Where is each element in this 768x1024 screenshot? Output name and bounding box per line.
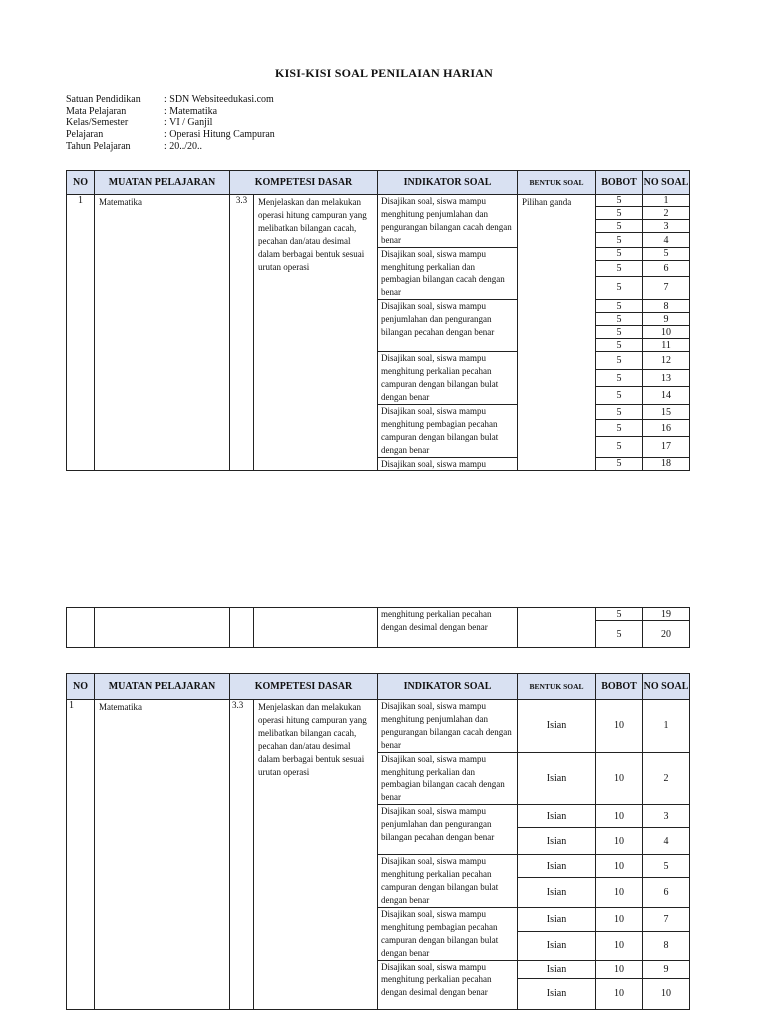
cell-kd-no: 3.3 xyxy=(230,700,254,1010)
header-nosoal: NO SOAL xyxy=(643,171,690,195)
cell-bobot: 5 xyxy=(596,276,643,300)
cell-indikator: Disajikan soal, siswa mampu penjumlahan dan pengurangan bilangan pecahan dengan benar xyxy=(378,805,518,855)
table-row xyxy=(67,700,690,753)
cell-indikator: menghitung perkalian pecahan dengan desimal dengan benar xyxy=(378,608,518,648)
cell-indikator: Disajikan soal, siswa mampu menghitung penjumlahan dan pengurangan bilangan cacah dengan benar xyxy=(378,700,518,753)
cell-bobot: 5 xyxy=(596,369,643,387)
meta-label: Satuan Pendidikan xyxy=(66,94,141,105)
cell-indikator: Disajikan soal, siswa mampu menghitung perkalian pecahan dengan desimal dengan benar xyxy=(378,960,518,1009)
meta-label: Mata Pelajaran xyxy=(66,105,127,117)
cell-bobot: 10 xyxy=(596,855,643,878)
meta-label: Kelas/Semester xyxy=(66,117,129,129)
meta-label: Pelajaran xyxy=(66,129,104,141)
cell-indikator: Disajikan soal, siswa mampu menghitung perkalian pecahan campuran dengan bilangan bulat dengan benar xyxy=(378,855,518,908)
meta-row xyxy=(66,117,275,129)
kisi-kisi-table-continuation xyxy=(66,607,690,648)
meta-label: Tahun Pelajaran xyxy=(66,140,131,152)
cell-nosoal: 10 xyxy=(643,978,690,1009)
cell-bobot: 5 xyxy=(596,339,643,352)
cell-bentuk: Isian xyxy=(518,877,596,907)
meta-row xyxy=(66,94,275,106)
meta-value: : SDN Websiteedukasi.com xyxy=(164,94,274,105)
cell-bobot: 5 xyxy=(596,621,643,648)
cell-bentuk: Isian xyxy=(518,752,596,805)
cell-bobot: 5 xyxy=(596,457,643,471)
header-bobot: BOBOT xyxy=(596,171,643,195)
cell-nosoal: 5 xyxy=(643,247,690,260)
cell-bobot: 10 xyxy=(596,907,643,931)
cell-nosoal: 4 xyxy=(643,233,690,247)
header-kompetensi: KOMPETESI DASAR xyxy=(230,674,378,700)
cell-muatan: Matematika xyxy=(95,195,230,471)
cell-bobot: 5 xyxy=(596,220,643,233)
cell-kd-no: 3.3 xyxy=(230,195,254,471)
cell-nosoal: 1 xyxy=(643,700,690,753)
cell-nosoal: 16 xyxy=(643,420,690,437)
cell-muatan: Matematika xyxy=(95,700,230,1010)
cell-bobot: 5 xyxy=(596,420,643,437)
cell-nosoal: 9 xyxy=(643,960,690,978)
header-muatan: MUATAN PELAJARAN xyxy=(95,674,230,700)
table-row xyxy=(67,608,690,621)
cell-bentuk: Isian xyxy=(518,931,596,960)
cell-no: 1 xyxy=(67,700,95,1010)
header-kompetensi: KOMPETESI DASAR xyxy=(230,171,378,195)
meta-row xyxy=(66,129,275,141)
cell-bobot: 10 xyxy=(596,978,643,1009)
table-header-row xyxy=(67,171,690,195)
cell-bobot: 5 xyxy=(596,326,643,339)
cell-nosoal: 10 xyxy=(643,326,690,339)
cell-bobot: 5 xyxy=(596,387,643,405)
document-title: KISI-KISI SOAL PENILAIAN HARIAN xyxy=(275,66,493,80)
cell-nosoal: 18 xyxy=(643,457,690,471)
header-muatan: MUATAN PELAJARAN xyxy=(95,171,230,195)
cell-nosoal: 4 xyxy=(643,828,690,855)
cell-indikator: Disajikan soal, siswa mampu menghitung perkalian pecahan campuran dengan bilangan bulat dengan benar xyxy=(378,352,518,405)
cell-indikator: Disajikan soal, siswa mampu xyxy=(378,457,518,471)
cell-indikator: Disajikan soal, siswa mampu menghitung penjumlahan dan pengurangan bilangan cacah dengan benar xyxy=(378,195,518,248)
kisi-kisi-table-isian xyxy=(66,673,690,1010)
cell-bobot: 10 xyxy=(596,805,643,828)
header-bentuk: BENTUK SOAL xyxy=(518,674,596,700)
header-indikator: INDIKATOR SOAL xyxy=(378,674,518,700)
cell-bobot: 5 xyxy=(596,261,643,276)
cell-kd-no xyxy=(230,608,254,648)
cell-bobot: 10 xyxy=(596,960,643,978)
header-bobot: BOBOT xyxy=(596,674,643,700)
cell-bobot: 5 xyxy=(596,300,643,313)
cell-bentuk: Isian xyxy=(518,907,596,931)
meta-row xyxy=(66,106,275,118)
cell-kd-text: Menjelaskan dan melakukan operasi hitung campuran yang melibatkan bilangan cacah, pecahan dan/atau desimal dalam berbagai bentuk sesuai urutan operasi xyxy=(254,195,378,471)
cell-bentuk: Pilihan ganda xyxy=(518,195,596,471)
cell-no xyxy=(67,608,95,648)
cell-bobot: 5 xyxy=(596,313,643,326)
table-row xyxy=(67,195,690,207)
meta-value: : Operasi Hitung Campuran xyxy=(164,129,275,141)
cell-bobot: 10 xyxy=(596,877,643,907)
cell-bentuk: Isian xyxy=(518,855,596,878)
cell-bobot: 10 xyxy=(596,828,643,855)
cell-bobot: 5 xyxy=(596,233,643,247)
cell-nosoal: 12 xyxy=(643,352,690,370)
cell-bentuk xyxy=(518,608,596,648)
cell-nosoal: 2 xyxy=(643,207,690,220)
cell-bobot: 5 xyxy=(596,352,643,370)
header-bentuk: BENTUK SOAL xyxy=(518,171,596,195)
cell-nosoal: 1 xyxy=(643,195,690,207)
cell-indikator: Disajikan soal, siswa mampu penjumlahan dan pengurangan bilangan pecahan dengan benar xyxy=(378,300,518,352)
cell-nosoal: 15 xyxy=(643,404,690,419)
cell-bobot: 10 xyxy=(596,931,643,960)
cell-bentuk: Isian xyxy=(518,978,596,1009)
cell-bobot: 5 xyxy=(596,404,643,419)
meta-value: : Matematika xyxy=(164,105,218,117)
cell-indikator: Disajikan soal, siswa mampu menghitung perkalian dan pembagian bilangan cacah dengan benar xyxy=(378,247,518,300)
cell-nosoal: 2 xyxy=(643,752,690,805)
cell-no: 1 xyxy=(67,195,95,471)
cell-nosoal: 7 xyxy=(643,907,690,931)
cell-kd-text xyxy=(254,608,378,648)
cell-nosoal: 13 xyxy=(643,369,690,387)
cell-indikator: Disajikan soal, siswa mampu menghitung perkalian dan pembagian bilangan cacah dengan benar xyxy=(378,752,518,805)
cell-nosoal: 8 xyxy=(643,300,690,313)
cell-bobot: 5 xyxy=(596,207,643,220)
cell-nosoal: 3 xyxy=(643,220,690,233)
cell-bobot: 5 xyxy=(596,436,643,457)
meta-row xyxy=(66,141,275,153)
cell-nosoal: 11 xyxy=(643,339,690,352)
cell-nosoal: 9 xyxy=(643,313,690,326)
cell-nosoal: 6 xyxy=(643,261,690,276)
cell-nosoal: 8 xyxy=(643,931,690,960)
cell-bobot: 5 xyxy=(596,608,643,621)
cell-bentuk: Isian xyxy=(518,960,596,978)
cell-nosoal: 3 xyxy=(643,805,690,828)
cell-bentuk: Isian xyxy=(518,700,596,753)
meta-value: : VI / Ganjil xyxy=(164,117,213,129)
identity-block xyxy=(66,94,275,153)
cell-bobot: 5 xyxy=(596,247,643,260)
meta-value: : 20../20.. xyxy=(164,140,203,152)
cell-bobot: 5 xyxy=(596,195,643,207)
cell-indikator: Disajikan soal, siswa mampu menghitung pembagian pecahan campuran dengan bilangan bulat dengan benar xyxy=(378,404,518,457)
header-indikator: INDIKATOR SOAL xyxy=(378,171,518,195)
header-no: NO xyxy=(67,674,95,700)
cell-nosoal: 5 xyxy=(643,855,690,878)
cell-bentuk: Isian xyxy=(518,805,596,828)
cell-bobot: 10 xyxy=(596,752,643,805)
cell-bobot: 10 xyxy=(596,700,643,753)
header-nosoal: NO SOAL xyxy=(643,674,690,700)
cell-kd-text: Menjelaskan dan melakukan operasi hitung campuran yang melibatkan bilangan cacah, pecahan dan/atau desimal dalam berbagai bentuk sesuai urutan operasi xyxy=(254,700,378,1010)
cell-nosoal: 19 xyxy=(643,608,690,621)
cell-nosoal: 20 xyxy=(643,621,690,648)
table-header-row xyxy=(67,674,690,700)
cell-bentuk: Isian xyxy=(518,828,596,855)
header-no: NO xyxy=(67,171,95,195)
kisi-kisi-table-pilihan-ganda xyxy=(66,170,690,471)
cell-nosoal: 17 xyxy=(643,436,690,457)
cell-nosoal: 7 xyxy=(643,276,690,300)
cell-muatan xyxy=(95,608,230,648)
cell-nosoal: 14 xyxy=(643,387,690,405)
cell-indikator: Disajikan soal, siswa mampu menghitung pembagian pecahan campuran dengan bilangan bulat dengan benar xyxy=(378,907,518,960)
cell-nosoal: 6 xyxy=(643,877,690,907)
